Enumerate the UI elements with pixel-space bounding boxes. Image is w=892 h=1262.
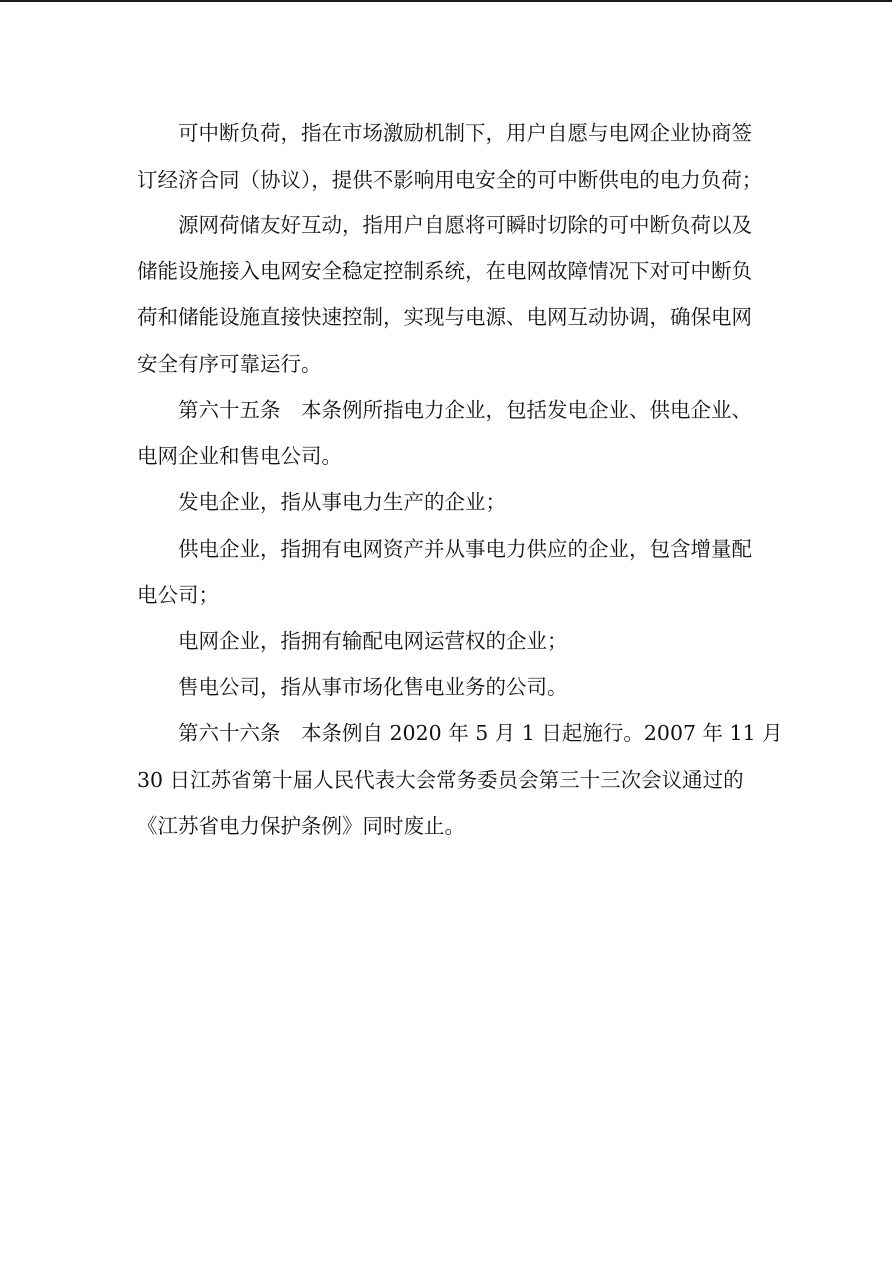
text-line: 安全有序可靠运行。: [137, 352, 322, 376]
text-line: 售电公司，指从事市场化售电业务的公司。: [178, 675, 568, 699]
text-line: 荷和储能设施直接快速控制，实现与电源、电网互动协调，确保电网: [137, 305, 752, 329]
text-line: 供电企业，指拥有电网资产并从事电力供应的企业，包含增量配: [178, 537, 752, 561]
text-line: 电网企业，指拥有输配电网运营权的企业；: [178, 629, 568, 653]
text-line: 《江苏省电力保护条例》同时废止。: [137, 814, 465, 838]
text-line: 30 日江苏省第十届人民代表大会常务委员会第三十三次会议通过的: [137, 768, 744, 792]
text-line: 电公司；: [137, 583, 219, 607]
text-line: 第六十五条 本条例所指电力企业，包括发电企业、供电企业、: [178, 398, 752, 422]
text-line: 储能设施接入电网安全稳定控制系统，在电网故障情况下对可中断负: [137, 259, 752, 283]
text-line: 电网企业和售电公司。: [137, 444, 342, 468]
text-line: 源网荷储友好互动，指用户自愿将可瞬时切除的可中断负荷以及: [178, 213, 752, 237]
text-line: 可中断负荷，指在市场激励机制下，用户自愿与电网企业协商签: [178, 121, 752, 145]
text-line: 发电企业，指从事电力生产的企业；: [178, 490, 506, 514]
text-line: 第六十六条 本条例自 2020 年 5 月 1 日起施行。2007 年 11 月: [178, 721, 783, 745]
text-line: 订经济合同（协议），提供不影响用电安全的可中断供电的电力负荷；: [137, 168, 763, 192]
